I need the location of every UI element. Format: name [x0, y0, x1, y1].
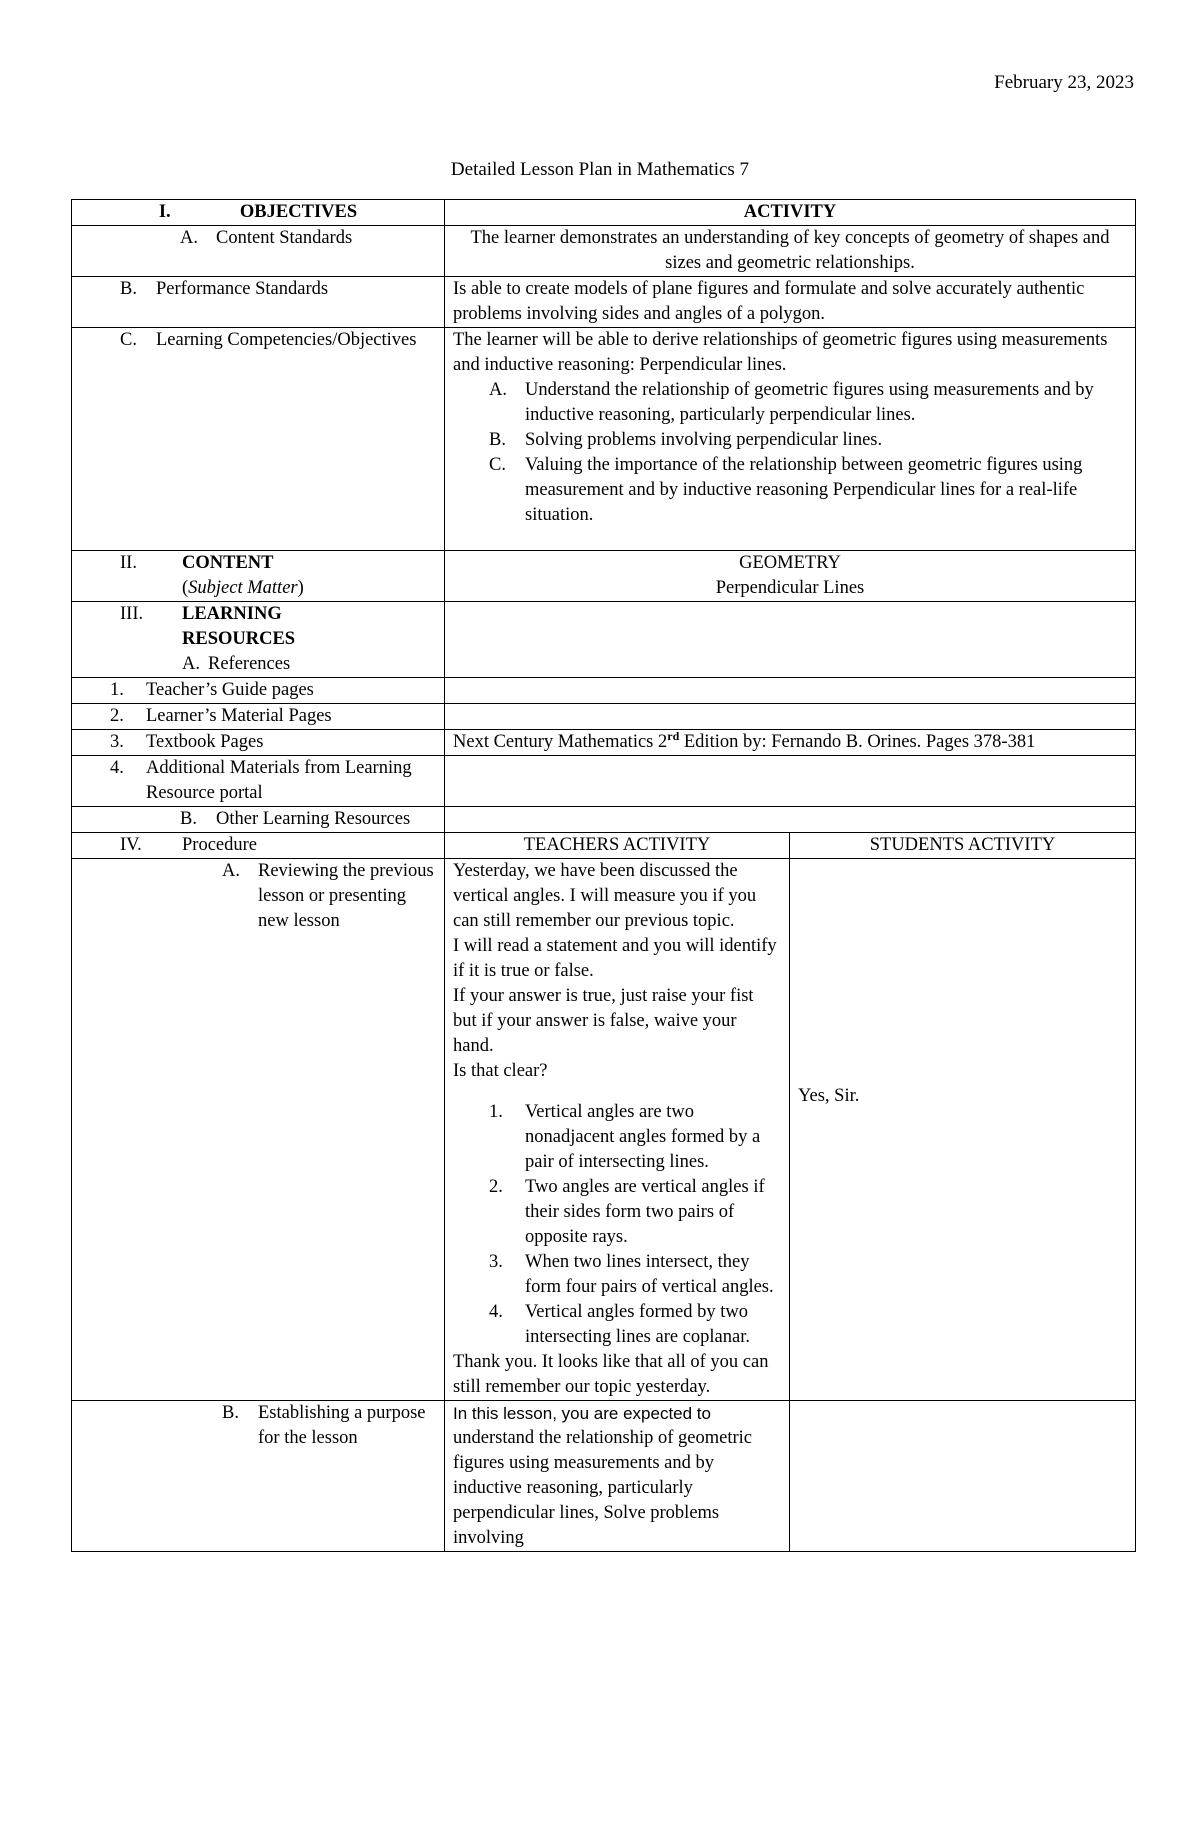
step-a-teacher-p4: Is that clear? — [453, 1061, 548, 1081]
lesson-plan-table — [71, 199, 1136, 1552]
document-date: February 23, 2023 — [994, 72, 1134, 93]
competency-item: B. Solving problems involving perpendicular lines. — [489, 430, 883, 450]
step-a-teacher-closing: Thank you. It looks like that all of you can still remember our topic yesterday. — [453, 1352, 769, 1397]
teachers-activity-heading: TEACHERS ACTIVITY — [445, 833, 790, 859]
procedure-header-row — [72, 833, 1136, 859]
teachers-guide-value — [445, 678, 1136, 704]
step-a-label: Reviewing the previous lesson or presenting new lesson — [258, 861, 434, 931]
procedure-step-a-row — [72, 859, 1136, 1401]
resources-value-cell — [445, 602, 1136, 678]
activity-heading: ACTIVITY — [445, 200, 1136, 226]
other-resources-value — [445, 807, 1136, 833]
content-heading: CONTENT — [182, 553, 274, 573]
performance-standards-value: Is able to create models of plane figures and formulate and solve accurately authentic problems involving sides and angles of a polygon. — [445, 277, 1136, 328]
resource-row-teachers-guide: 1. Teacher’s Guide pages — [72, 678, 1136, 704]
resource-row-textbook: 3. Textbook Pages Next Century Mathematics 2rd Edition by: Fernando B. Orines. Pages 378-381 — [72, 730, 1136, 756]
additional-materials-label: Additional Materials from Learning Resource portal — [146, 758, 412, 803]
step-a-letter: A. — [222, 861, 240, 881]
step-b-teacher-lead: In this lesson, you are expected to — [453, 1404, 711, 1423]
procedure-heading: Procedure — [182, 835, 257, 855]
learners-material-label: Learner’s Material Pages — [146, 706, 332, 726]
competencies-row — [72, 328, 1136, 551]
competencies-label: Learning Competencies/Objectives — [156, 330, 417, 350]
competencies-intro: The learner will be able to derive relationships of geometric figures using measurements and inductive reasoning: Perpendicular lines. — [453, 330, 1108, 375]
procedure-step-b-row — [72, 1401, 1136, 1552]
step-b-label-cell — [72, 1401, 445, 1552]
other-resources-label: Other Learning Resources — [216, 809, 411, 829]
teachers-guide-label: Teacher’s Guide pages — [146, 680, 314, 700]
competency-item: A. Understand the relationship of geometric figures using measurements and by inductive reasoning, particularly perpendicular lines. — [489, 380, 1094, 425]
resources-row — [72, 602, 1136, 678]
performance-standards-letter: B. — [120, 279, 137, 299]
content-subject: GEOMETRY — [739, 553, 841, 573]
performance-standards-row — [72, 277, 1136, 328]
step-b-label: Establishing a purpose for the lesson — [258, 1403, 426, 1448]
textbook-label: Textbook Pages — [146, 732, 264, 752]
additional-materials-value — [445, 756, 1136, 807]
objectives-header-row — [72, 200, 1136, 226]
step-a-label-cell — [72, 859, 445, 1401]
students-activity-heading: STUDENTS ACTIVITY — [790, 833, 1136, 859]
step-a-student-reply: Yes, Sir. — [798, 1086, 860, 1106]
content-standards-label: Content Standards — [216, 228, 353, 248]
content-row — [72, 551, 1136, 602]
resource-row-other — [72, 807, 1136, 833]
other-resources-letter: B. — [180, 809, 197, 829]
content-num: II. — [120, 553, 137, 573]
procedure-num: IV. — [120, 835, 142, 855]
step-a-teacher-p1: Yesterday, we have been discussed the vertical angles. I will measure you if you can still remember our previous topic. — [453, 861, 757, 931]
step-b-letter: B. — [222, 1403, 239, 1423]
step-a-student-cell — [790, 859, 1136, 1401]
content-sub: Subject Matter — [188, 578, 298, 598]
step-b-teacher-cell — [445, 1401, 790, 1552]
objectives-heading-cell — [72, 200, 445, 226]
learners-material-value — [445, 704, 1136, 730]
content-value-cell — [445, 551, 1136, 602]
competencies-list — [453, 378, 1127, 528]
resources-heading-2: RESOURCES — [182, 629, 296, 649]
content-label-cell: II. CONTENT (Subject Matter) — [72, 551, 445, 602]
content-standards-label-cell — [72, 226, 445, 277]
resources-num: III. — [120, 604, 144, 624]
step-b-teacher-rest: understand the relationship of geometric figures using measurements and by inductive reasoning, particularly perpendicular lines, Solve problems involving — [453, 1428, 752, 1548]
step-a-teacher-p3: If your answer is true, just raise your fist but if your answer is false, waive your hand. — [453, 986, 754, 1056]
references-letter: A. — [182, 654, 200, 674]
performance-standards-label: Performance Standards — [156, 279, 329, 299]
statements-list — [453, 1100, 781, 1350]
step-a-teacher-cell — [445, 859, 790, 1401]
competencies-label-cell — [72, 328, 445, 551]
resources-label-cell — [72, 602, 445, 678]
content-standards-value: The learner demonstrates an understanding of key concepts of geometry of shapes and sizes and geometric relationships. — [445, 226, 1136, 277]
statement-item: 1. Vertical angles are two nonadjacent angles formed by a pair of intersecting lines. — [489, 1102, 761, 1172]
document-title: Detailed Lesson Plan in Mathematics 7 — [450, 159, 750, 180]
competency-item: C. Valuing the importance of the relationship between geometric figures using measurement and by inductive reasoning Perpendicular lines for a real-life situation. — [489, 455, 1083, 525]
references-label: References — [208, 654, 291, 674]
objectives-num: I. — [158, 202, 171, 222]
step-b-student-cell — [790, 1401, 1136, 1552]
statement-item: 3. When two lines intersect, they form four pairs of vertical angles. — [489, 1252, 774, 1297]
resources-heading-1: LEARNING — [182, 604, 282, 624]
statement-item: 4. Vertical angles formed by two intersecting lines are coplanar. — [489, 1302, 750, 1347]
step-a-teacher-p2: I will read a statement and you will identify if it is true or false. — [453, 936, 777, 981]
statement-item: 2. Two angles are vertical angles if their sides form two pairs of opposite rays. — [489, 1177, 765, 1247]
competencies-value-cell — [445, 328, 1136, 551]
content-topic: Perpendicular Lines — [715, 578, 865, 598]
textbook-value: Next Century Mathematics 2rd Edition by: Fernando B. Orines. Pages 378-381 — [445, 730, 1136, 756]
resource-row-additional: 4. Additional Materials from Learning Resource portal — [72, 756, 1136, 807]
objectives-heading: OBJECTIVES — [239, 202, 358, 222]
competencies-letter: C. — [120, 330, 137, 350]
content-standards-letter: A. — [180, 228, 198, 248]
content-standards-row — [72, 226, 1136, 277]
resource-row-learners-material: 2. Learner’s Material Pages — [72, 704, 1136, 730]
performance-standards-label-cell — [72, 277, 445, 328]
